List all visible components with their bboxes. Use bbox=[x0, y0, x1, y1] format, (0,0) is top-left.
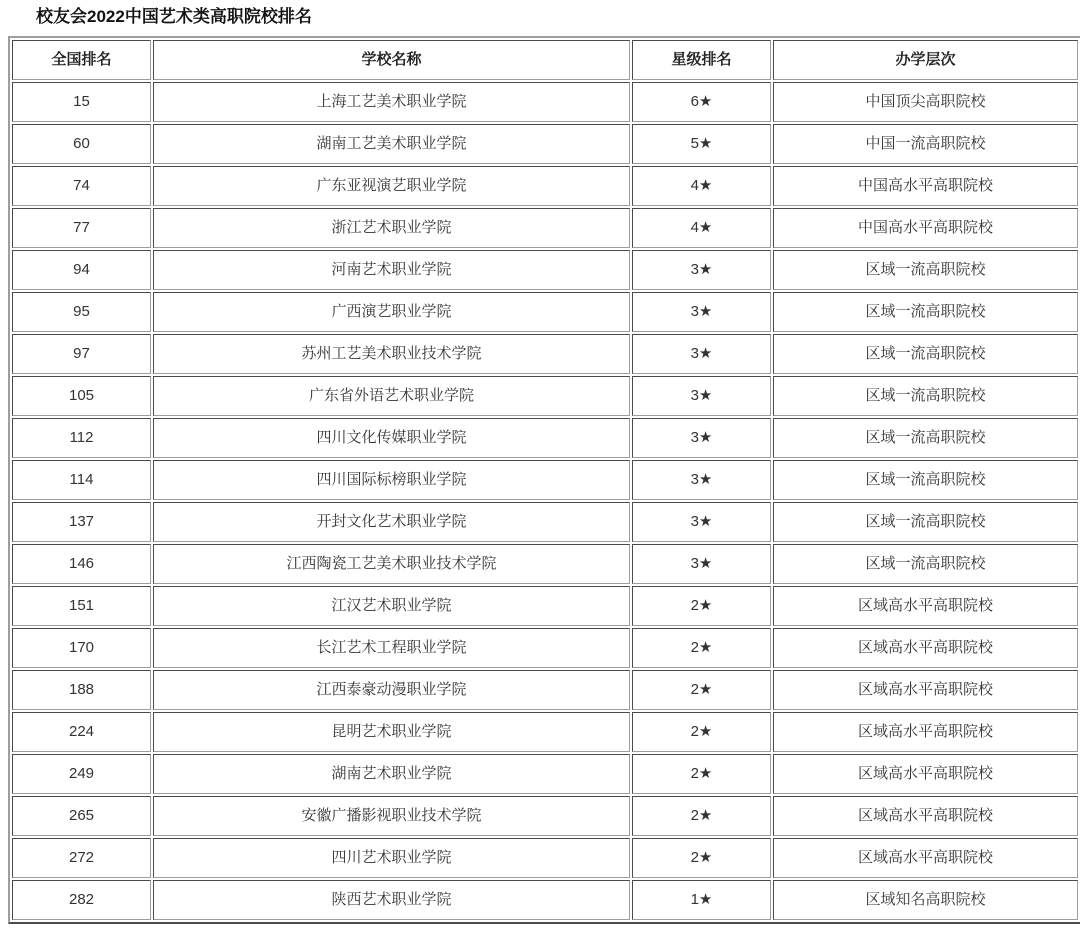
school-level-cell: 区域高水平高职院校 bbox=[773, 586, 1078, 626]
national-rank-cell: 146 bbox=[12, 544, 151, 584]
national-rank-cell: 151 bbox=[12, 586, 151, 626]
national-rank-cell: 97 bbox=[12, 334, 151, 374]
star-rating-cell: 3★ bbox=[632, 292, 771, 332]
school-level-cell: 区域一流高职院校 bbox=[773, 376, 1078, 416]
table-row bbox=[12, 166, 1078, 206]
national-rank-cell: 15 bbox=[12, 82, 151, 122]
national-rank-cell: 105 bbox=[12, 376, 151, 416]
national-rank-cell: 272 bbox=[12, 838, 151, 878]
star-rating-cell: 3★ bbox=[632, 418, 771, 458]
school-name-cell: 河南艺术职业学院 bbox=[153, 250, 630, 290]
table-row bbox=[12, 544, 1078, 584]
school-name-cell: 广东亚视演艺职业学院 bbox=[153, 166, 630, 206]
star-rating-cell: 2★ bbox=[632, 754, 771, 794]
national-rank-cell: 170 bbox=[12, 628, 151, 668]
school-level-cell: 区域一流高职院校 bbox=[773, 460, 1078, 500]
school-name-cell: 江西陶瓷工艺美术职业技术学院 bbox=[153, 544, 630, 584]
column-header-school-level: 办学层次 bbox=[773, 40, 1078, 80]
table-body bbox=[12, 82, 1078, 920]
table-row bbox=[12, 292, 1078, 332]
table-row bbox=[12, 712, 1078, 752]
star-rating-cell: 5★ bbox=[632, 124, 771, 164]
star-rating-cell: 4★ bbox=[632, 166, 771, 206]
school-level-cell: 区域高水平高职院校 bbox=[773, 838, 1078, 878]
school-name-cell: 长江艺术工程职业学院 bbox=[153, 628, 630, 668]
school-name-cell: 广西演艺职业学院 bbox=[153, 292, 630, 332]
column-header-national-rank: 全国排名 bbox=[12, 40, 151, 80]
school-name-cell: 四川艺术职业学院 bbox=[153, 838, 630, 878]
national-rank-cell: 114 bbox=[12, 460, 151, 500]
column-header-star-rating: 星级排名 bbox=[632, 40, 771, 80]
national-rank-cell: 188 bbox=[12, 670, 151, 710]
school-name-cell: 江汉艺术职业学院 bbox=[153, 586, 630, 626]
school-name-cell: 陕西艺术职业学院 bbox=[153, 880, 630, 920]
table-row bbox=[12, 376, 1078, 416]
table-row bbox=[12, 124, 1078, 164]
page-title: 校友会2022中国艺术类高职院校排名 bbox=[36, 7, 312, 26]
table-row bbox=[12, 460, 1078, 500]
star-rating-cell: 3★ bbox=[632, 502, 771, 542]
school-level-cell: 区域知名高职院校 bbox=[773, 880, 1078, 920]
star-rating-cell: 3★ bbox=[632, 544, 771, 584]
national-rank-cell: 265 bbox=[12, 796, 151, 836]
ranking-table bbox=[8, 36, 1080, 924]
table-row bbox=[12, 754, 1078, 794]
star-rating-cell: 2★ bbox=[632, 670, 771, 710]
school-name-cell: 江西泰豪动漫职业学院 bbox=[153, 670, 630, 710]
school-name-cell: 四川国际标榜职业学院 bbox=[153, 460, 630, 500]
school-name-cell: 湖南艺术职业学院 bbox=[153, 754, 630, 794]
school-name-cell: 开封文化艺术职业学院 bbox=[153, 502, 630, 542]
national-rank-cell: 94 bbox=[12, 250, 151, 290]
school-level-cell: 中国高水平高职院校 bbox=[773, 208, 1078, 248]
school-level-cell: 区域高水平高职院校 bbox=[773, 712, 1078, 752]
star-rating-cell: 1★ bbox=[632, 880, 771, 920]
table-row bbox=[12, 334, 1078, 374]
school-name-cell: 四川文化传媒职业学院 bbox=[153, 418, 630, 458]
school-level-cell: 区域高水平高职院校 bbox=[773, 754, 1078, 794]
national-rank-cell: 60 bbox=[12, 124, 151, 164]
table-row bbox=[12, 670, 1078, 710]
school-name-cell: 安徽广播影视职业技术学院 bbox=[153, 796, 630, 836]
school-name-cell: 上海工艺美术职业学院 bbox=[153, 82, 630, 122]
star-rating-cell: 3★ bbox=[632, 376, 771, 416]
table-row bbox=[12, 502, 1078, 542]
table-row bbox=[12, 208, 1078, 248]
school-level-cell: 区域高水平高职院校 bbox=[773, 628, 1078, 668]
header-row bbox=[12, 40, 1078, 80]
star-rating-cell: 3★ bbox=[632, 460, 771, 500]
star-rating-cell: 4★ bbox=[632, 208, 771, 248]
table-row bbox=[12, 838, 1078, 878]
school-level-cell: 区域一流高职院校 bbox=[773, 502, 1078, 542]
school-level-cell: 区域一流高职院校 bbox=[773, 334, 1078, 374]
school-name-cell: 苏州工艺美术职业技术学院 bbox=[153, 334, 630, 374]
star-rating-cell: 2★ bbox=[632, 586, 771, 626]
school-level-cell: 区域一流高职院校 bbox=[773, 544, 1078, 584]
school-level-cell: 中国高水平高职院校 bbox=[773, 166, 1078, 206]
school-name-cell: 昆明艺术职业学院 bbox=[153, 712, 630, 752]
star-rating-cell: 2★ bbox=[632, 838, 771, 878]
national-rank-cell: 95 bbox=[12, 292, 151, 332]
table-row bbox=[12, 82, 1078, 122]
star-rating-cell: 2★ bbox=[632, 796, 771, 836]
school-level-cell: 区域高水平高职院校 bbox=[773, 670, 1078, 710]
national-rank-cell: 77 bbox=[12, 208, 151, 248]
star-rating-cell: 3★ bbox=[632, 334, 771, 374]
school-name-cell: 湖南工艺美术职业学院 bbox=[153, 124, 630, 164]
table-row bbox=[12, 418, 1078, 458]
national-rank-cell: 224 bbox=[12, 712, 151, 752]
star-rating-cell: 6★ bbox=[632, 82, 771, 122]
star-rating-cell: 2★ bbox=[632, 712, 771, 752]
school-name-cell: 浙江艺术职业学院 bbox=[153, 208, 630, 248]
column-header-school-name: 学校名称 bbox=[153, 40, 630, 80]
table-row bbox=[12, 586, 1078, 626]
national-rank-cell: 74 bbox=[12, 166, 151, 206]
school-level-cell: 区域一流高职院校 bbox=[773, 292, 1078, 332]
national-rank-cell: 112 bbox=[12, 418, 151, 458]
star-rating-cell: 2★ bbox=[632, 628, 771, 668]
table-row bbox=[12, 880, 1078, 920]
school-level-cell: 区域一流高职院校 bbox=[773, 418, 1078, 458]
school-level-cell: 区域一流高职院校 bbox=[773, 250, 1078, 290]
school-level-cell: 中国一流高职院校 bbox=[773, 124, 1078, 164]
national-rank-cell: 249 bbox=[12, 754, 151, 794]
school-level-cell: 中国顶尖高职院校 bbox=[773, 82, 1078, 122]
table-row bbox=[12, 628, 1078, 668]
national-rank-cell: 137 bbox=[12, 502, 151, 542]
school-level-cell: 区域高水平高职院校 bbox=[773, 796, 1078, 836]
national-rank-cell: 282 bbox=[12, 880, 151, 920]
star-rating-cell: 3★ bbox=[632, 250, 771, 290]
school-name-cell: 广东省外语艺术职业学院 bbox=[153, 376, 630, 416]
table-row bbox=[12, 250, 1078, 290]
table-row bbox=[12, 796, 1078, 836]
